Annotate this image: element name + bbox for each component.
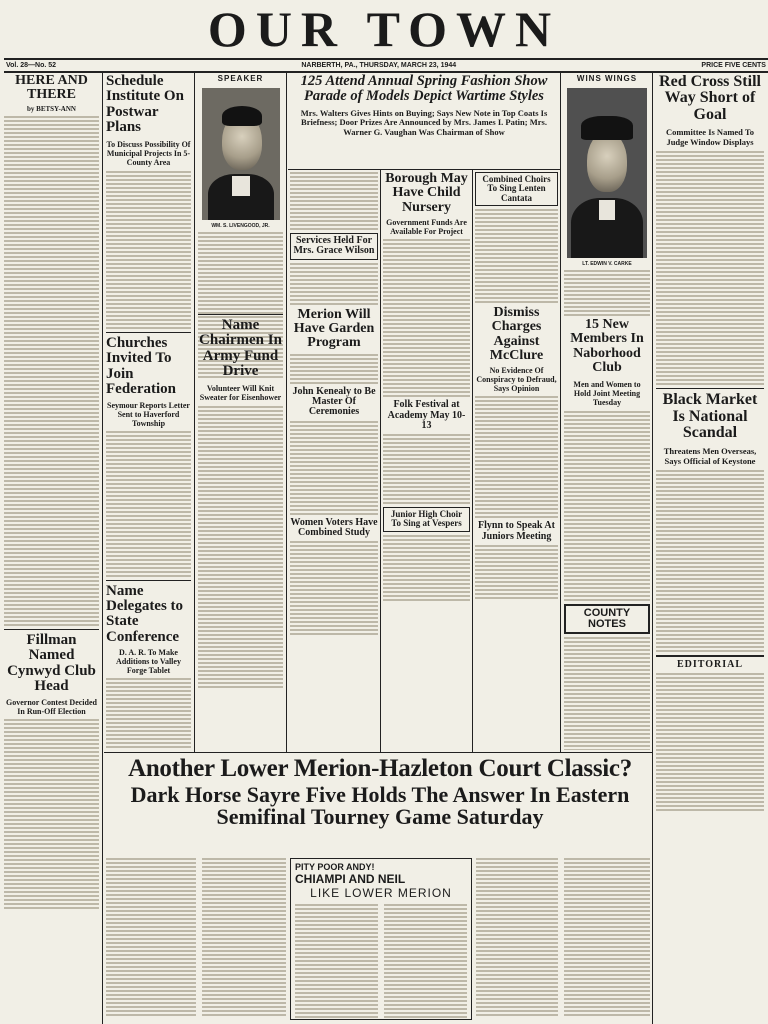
folk-festival-headline: Folk Festival at Academy May 10-13: [387, 399, 466, 431]
naborhood-subhead: Men and Women to Hold Joint Meeting Tuesday: [573, 379, 641, 407]
column-postwar: [106, 74, 191, 750]
dateline-bar: [4, 58, 768, 73]
naborhood-headline: 15 New Members In Naborhood Club: [570, 317, 644, 376]
column-mid-b: [383, 172, 470, 750]
column-rule: [286, 72, 287, 752]
delegates-subhead: D. A. R. To Make Additions to Valley Forge Tablet: [116, 648, 181, 676]
pity-headline-2: LIKE LOWER MERION: [310, 886, 452, 900]
services-headline: Services Held For Mrs. Grace Wilson: [293, 235, 375, 257]
airman-caption: LT. EDWIN V. CARKE: [582, 261, 632, 267]
pity-kicker: PITY POOR ANDY!: [295, 862, 375, 872]
wins-kicker: WINS WINGS: [576, 74, 638, 83]
column-here-and-there: [4, 74, 99, 1019]
churches-headline: Churches Invited To Join Federation: [106, 334, 176, 398]
price: PRICE FIVE CENTS: [701, 62, 766, 69]
merion-garden-headline: Merion Will Have Garden Program: [293, 306, 375, 351]
postwar-subhead: To Discuss Possibility Of Municipal Projects In 5-County Area: [106, 139, 191, 167]
women-voters-headline: Women Voters Have Combined Study: [290, 516, 378, 538]
sports-subheadline: Dark Horse Sayre Five Holds The Answer In Eastern Semifinal Tourney Game Saturday: [130, 781, 630, 830]
column-mid-c: [475, 172, 558, 750]
borough-headline: Borough May Have Child Nursery: [385, 172, 468, 215]
army-fund-headline: Name Chairmen In Army Fund Drive: [199, 317, 282, 380]
editorial-headline: EDITORIAL: [676, 658, 744, 670]
divider: [288, 169, 560, 170]
dismiss-subhead: No Evidence Of Conspiracy to Defraud, Says Opinion: [476, 366, 557, 394]
speaker-kicker: SPEAKER: [217, 74, 264, 83]
sports-body-col1: [106, 858, 196, 1018]
county-notes-headline: COUNTY NOTES: [583, 606, 631, 630]
speaker-photo: [202, 88, 280, 220]
borough-subhead: Government Funds Are Available For Project: [386, 218, 467, 237]
airman-photo: [567, 88, 647, 258]
dateline: NARBERTH, PA., THURSDAY, MARCH 23, 1944: [301, 62, 457, 69]
divider: [104, 752, 652, 753]
sports-headline: Another Lower Merion-Hazleton Court Classic?: [128, 756, 632, 782]
kenealy-headline: John Kenealy to Be Master Of Ceremonies: [292, 385, 376, 418]
column-rule: [652, 72, 653, 1024]
fashion-show-story: [290, 74, 558, 168]
column-rule: [102, 752, 103, 1024]
here-and-there-headline: HERE AND THERE: [15, 74, 88, 103]
fillman-subhead: Governor Contest Decided In Run-Off Election: [6, 697, 97, 716]
black-market-headline: Black Market Is National Scandal: [662, 391, 758, 442]
fillman-headline: Fillman Named Cynwyd Club Head: [7, 631, 96, 695]
masthead-title: OUR TOWN: [207, 1, 561, 57]
column-rule: [194, 72, 195, 752]
column-rule: [380, 170, 381, 752]
sports-story: [110, 756, 650, 856]
junior-choir-headline: Junior High Choir To Sing at Vespers: [390, 509, 463, 529]
column-mid-a: [290, 172, 378, 750]
red-cross-headline: Red Cross Still Way Short of Goal: [659, 74, 761, 123]
column-body-text: [4, 116, 99, 626]
speaker-caption: WM. S. LIVENGOOD, JR.: [211, 223, 270, 229]
army-fund-subhead: Volunteer Will Knit Sweater for Eisenhower: [199, 383, 282, 402]
column-speaker: [198, 74, 283, 750]
churches-subhead: Seymour Reports Letter Sent to Haverford Township: [107, 400, 190, 428]
red-cross-subhead: Committee Is Named To Judge Window Displays: [665, 127, 755, 148]
fashion-headline: 125 Attend Annual Spring Fashion Show Parade of Models Depict Wartime Styles: [300, 74, 548, 104]
column-red-cross: [656, 74, 764, 1019]
sports-body-col2: [202, 858, 286, 1018]
dismiss-headline: Dismiss Charges Against McClure: [489, 304, 544, 364]
postwar-headline: Schedule Institute On Postwar Plans: [106, 74, 184, 136]
sports-body-col4: [476, 858, 558, 1018]
black-market-subhead: Threatens Men Overseas, Says Official of Keystone: [663, 445, 757, 466]
delegates-headline: Name Delegates to State Conference: [106, 582, 184, 645]
flynn-headline: Flynn to Speak At Juniors Meeting: [478, 520, 555, 542]
byline: by BETSY-ANN: [27, 104, 76, 113]
pity-headline-1: CHIAMPI AND NEIL: [295, 872, 406, 886]
column-rule: [472, 170, 473, 752]
column-wins-wings: [564, 74, 650, 750]
fashion-subhead: Mrs. Walters Gives Hints on Buying; Says New Note in Top Coats Is Briefness; Door Prizes Are Announced by Mrs. James I. Patin; Mrs. Warner G. Vaughan Was Chairman of Show: [300, 107, 548, 137]
combined-choirs-headline: Combined Choirs To Sing Lenten Cantata: [482, 174, 551, 203]
pity-poor-andy-box: [290, 858, 472, 1020]
column-rule: [560, 72, 561, 752]
column-rule: [102, 72, 103, 752]
sports-body-col5: [564, 858, 650, 1018]
volume-number: Vol. 28—No. 52: [6, 62, 57, 69]
